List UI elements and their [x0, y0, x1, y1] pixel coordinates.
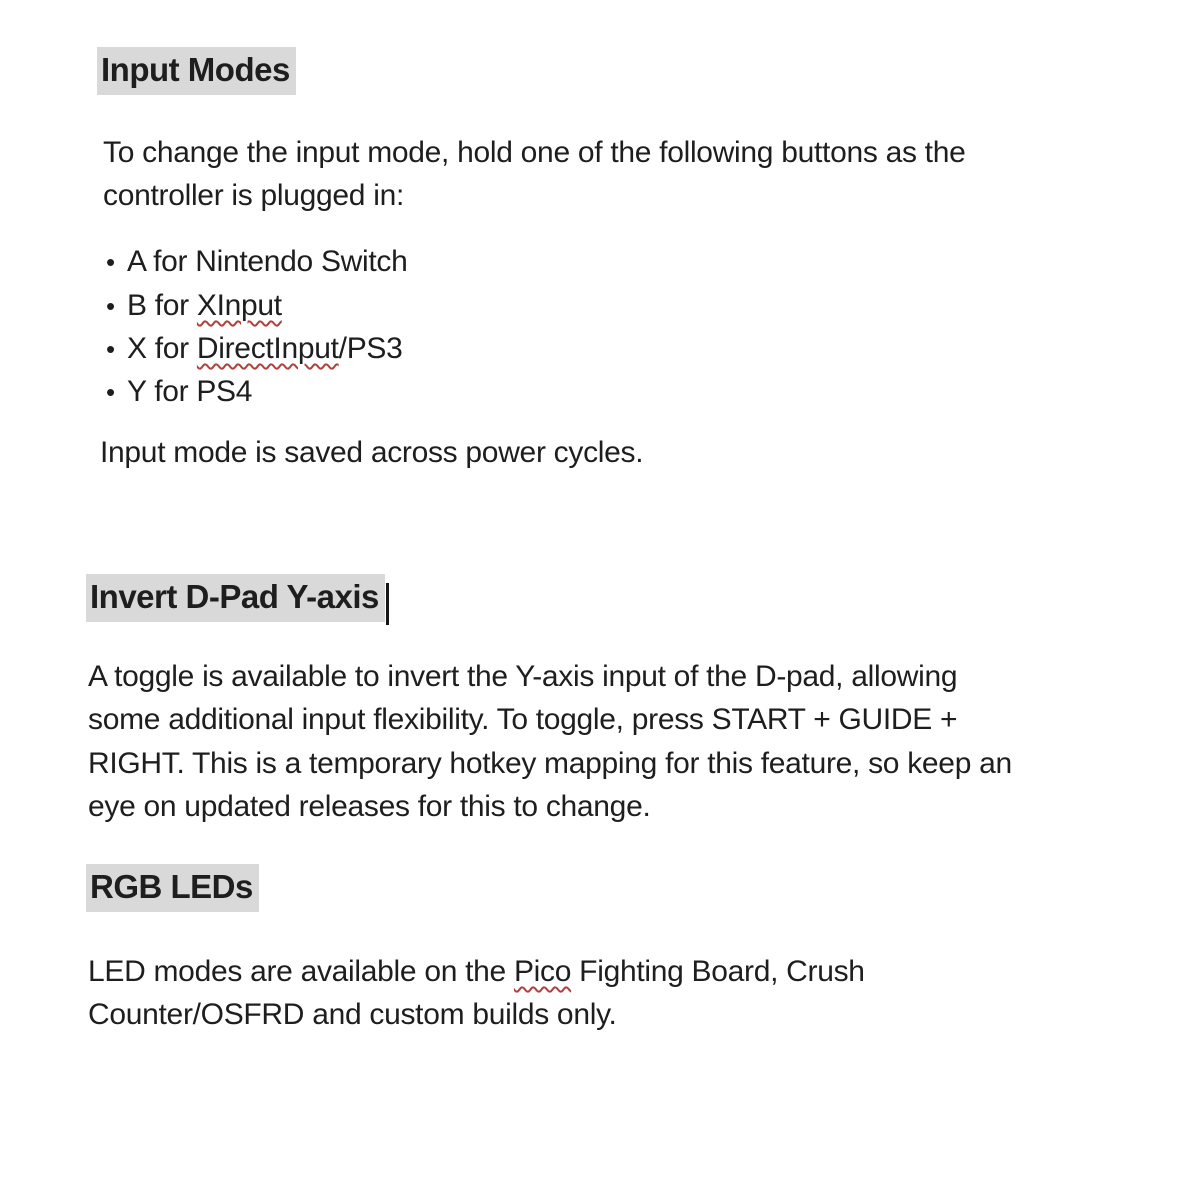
bullet-item-xinput: [106, 284, 282, 328]
bullet-text: X for: [127, 332, 197, 365]
heading-text: Invert D-Pad Y-axis: [90, 578, 379, 615]
heading-invert-dpad: [86, 574, 389, 622]
heading-highlight: [86, 864, 259, 912]
bullet-icon: •: [106, 291, 115, 321]
bullet-text: Y for PS4: [127, 375, 253, 408]
misspelled-word: XInput: [196, 289, 282, 322]
bullet-icon: •: [106, 334, 115, 364]
led-text-post: Fighting Board, Crush: [571, 955, 865, 988]
bullet-item-switch: [106, 240, 408, 284]
led-body-line-2: Counter/OSFRD and custom builds only.: [88, 998, 617, 1031]
intro-line-2: controller is plugged in:: [103, 179, 405, 212]
misspelled-word: DirectInput: [196, 332, 339, 365]
heading-rgb-leds: [86, 864, 259, 912]
input-mode-note: Input mode is saved across power cycles.: [100, 436, 644, 469]
heading-text: RGB LEDs: [90, 868, 253, 905]
invert-body-line-3: RIGHT. This is a temporary hotkey mapping for this feature, so keep an: [88, 747, 1012, 780]
bullet-icon: •: [106, 377, 115, 407]
invert-body-line-2: some additional input flexibility. To toggle, press START + GUIDE +: [88, 703, 958, 736]
invert-body-line-1: A toggle is available to invert the Y-axis input of the D-pad, allowing: [88, 660, 958, 693]
heading-highlight: [86, 574, 385, 622]
heading-text: Input Modes: [101, 51, 290, 88]
bullet-item-directinput: [106, 327, 403, 371]
invert-body-line-4: eye on updated releases for this to change.: [88, 790, 651, 823]
intro-line-1: To change the input mode, hold one of the following buttons as the: [103, 136, 966, 169]
heading-highlight: [97, 47, 296, 95]
heading-input-modes: [97, 47, 296, 95]
bullet-item-ps4: [106, 370, 252, 414]
bullet-text: A for Nintendo Switch: [127, 245, 408, 278]
led-text-pre: LED modes are available on the: [88, 955, 514, 988]
misspelled-word: Pico: [513, 955, 572, 988]
text-cursor: [386, 583, 389, 625]
bullet-text: B for: [127, 289, 197, 322]
led-body-line-1: [88, 950, 865, 993]
bullet-text-post: /PS3: [338, 332, 403, 365]
bullet-icon: •: [106, 247, 115, 277]
